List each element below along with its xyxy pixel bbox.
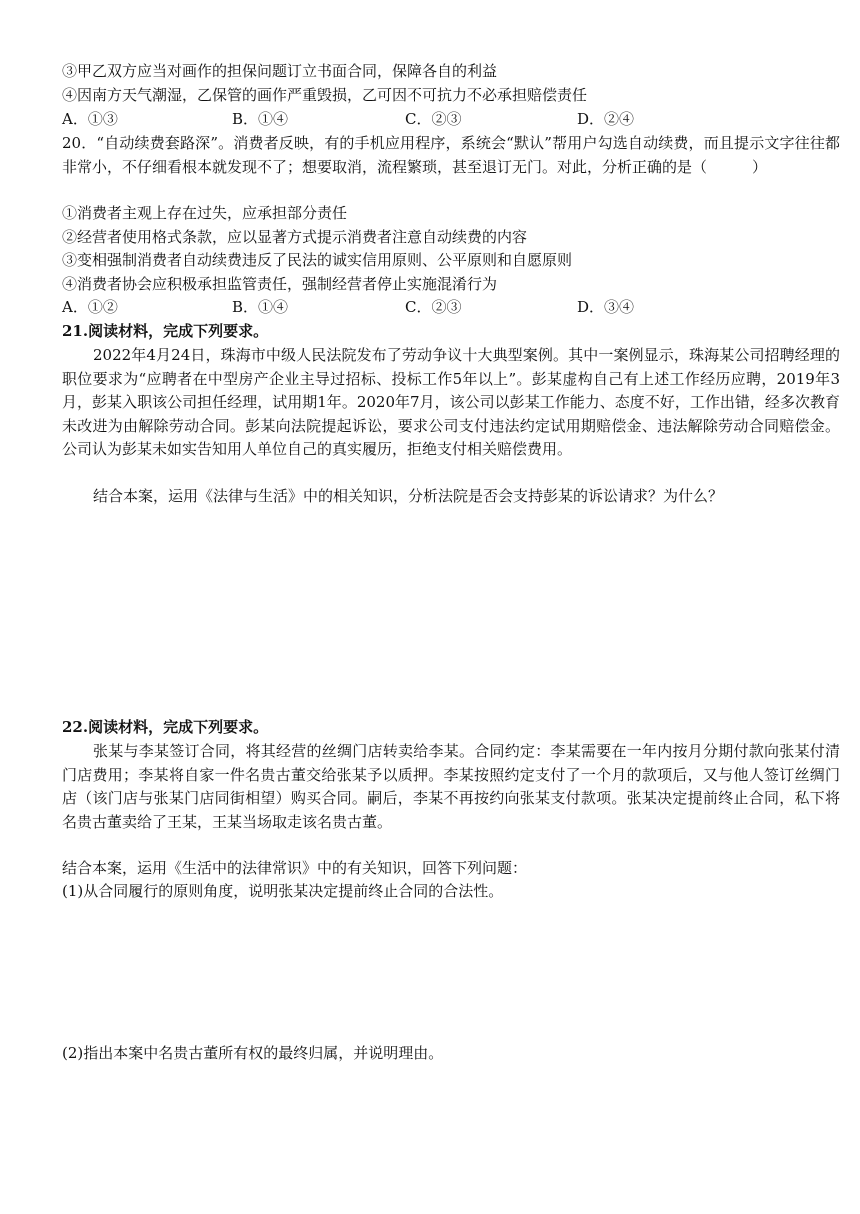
- q22-heading: 22.阅读材料，完成下列要求。: [62, 718, 269, 736]
- q20-option-c: C．②③: [405, 298, 462, 316]
- q20-item-4: ④消费者协会应积极承担监管责任，强制经营者停止实施混淆行为: [62, 275, 498, 293]
- q20-option-d: D．③④: [577, 298, 635, 316]
- q22-sub-question-1: (1)从合同履行的原则角度，说明张某决定提前终止合同的合法性。: [62, 882, 504, 900]
- q22-instruction: 结合本案，运用《生活中的法律常识》中的有关知识，回答下列问题：: [62, 859, 528, 877]
- q22-sub-question-2: (2)指出本案中名贵古董所有权的最终归属，并说明理由。: [62, 1044, 444, 1062]
- q19-options: [62, 108, 842, 132]
- q19-option-a: A．①③: [62, 110, 118, 128]
- q20-stem: 20．“自动续费套路深”。消费者反映，有的手机应用程序，系统会“默认”帮用户勾选自动续费，而且提示文字往往都非常小，不仔细看根本就发现不了；想要取消，流程繁琐，甚至退订无门。对此，分析正确的是（ ）: [62, 134, 840, 176]
- q19-option-c: C．②③: [405, 110, 462, 128]
- q20-options: [62, 296, 842, 320]
- q21-heading: 21.阅读材料，完成下列要求。: [62, 322, 269, 340]
- q19-option-d: D．②④: [577, 110, 635, 128]
- q19-item-3: ③甲乙双方应当对画作的担保问题订立书面合同，保障各自的利益: [62, 62, 498, 80]
- q21-material: 2022年4月24日，珠海市中级人民法院发布了劳动争议十大典型案例。其中一案例显示，珠海某公司招聘经理的职位要求为“应聘者在中型房产企业主导过招标、投标工作5年以上”。彭某虚构自己有上述工作经历应聘，2019年3月，彭某入职该公司担任经理，试用期1年。2020年7月，该公司以彭某工作能力、态度不好，工作出错，经多次教育未改进为由解除劳动合同。彭某向法院提起诉讼，要求公司支付违法约定试用期赔偿金、违法解除劳动合同赔偿金。公司认为彭某未如实告知用人单位自己的真实履历，拒绝支付相关赔偿费用。: [62, 346, 840, 458]
- q20-item-1: ①消费者主观上存在过失，应承担部分责任: [62, 204, 348, 222]
- q19-option-b: B．①④: [232, 110, 289, 128]
- q20-item-3: ③变相强制消费者自动续费违反了民法的诚实信用原则、公平原则和自愿原则: [62, 251, 573, 269]
- q20-option-b: B．①④: [232, 298, 289, 316]
- q20-option-a: A．①②: [62, 298, 118, 316]
- q21-question: 结合本案，运用《法律与生活》中的相关知识，分析法院是否会支持彭某的诉讼请求？为什么？: [93, 487, 724, 505]
- q19-item-4: ④因南方天气潮湿，乙保管的画作严重毁损，乙可因不可抗力不必承担赔偿责任: [62, 86, 588, 104]
- q20-item-2: ②经营者使用格式条款，应以显著方式提示消费者注意自动续费的内容: [62, 228, 528, 246]
- q22-material: 张某与李某签订合同，将其经营的丝绸门店转卖给李某。合同约定：李某需要在一年内按月分期付款向张某付清门店费用；李某将自家一件名贵古董交给张某予以质押。李某按照约定支付了一个月的款项后，又与他人签订丝绸门店（该门店与张某门店同街相望）购买合同。嗣后，李某不再按约向张某支付款项。张某决定提前终止合同，私下将名贵古董卖给了王某，王某当场取走该名贵古董。: [62, 742, 840, 831]
